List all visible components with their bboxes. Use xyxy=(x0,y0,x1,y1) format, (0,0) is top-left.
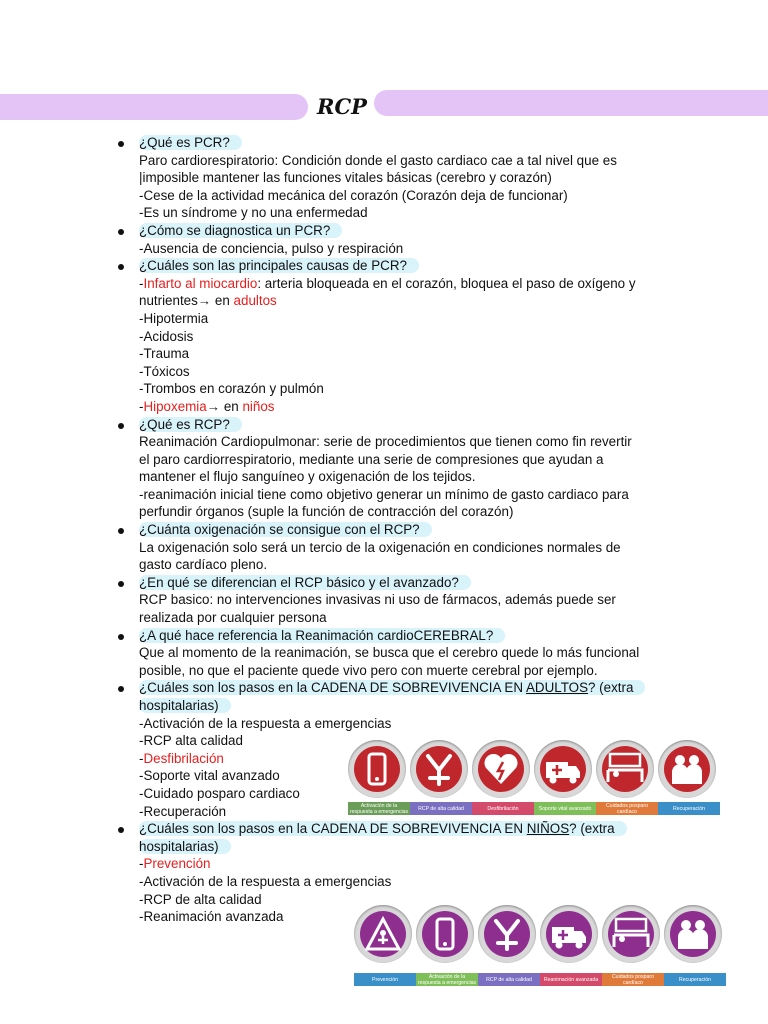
text-span: ¿Cuáles son los pasos en la CADENA DE SOBREVIVENCIA EN xyxy=(139,680,526,696)
question-highlight: hospitalarias) xyxy=(139,698,231,713)
heart-defibrillator-step-circle xyxy=(472,740,530,798)
text-span: -Recuperación xyxy=(139,803,227,819)
question-highlight: ¿En qué se diferencian el RCP básico y el avanzado? xyxy=(139,575,471,590)
bullet-icon xyxy=(118,686,124,692)
text-span: - xyxy=(139,398,144,414)
body-line xyxy=(139,451,678,469)
header-banner-right xyxy=(374,90,768,116)
body-line xyxy=(139,275,678,293)
text-span: mantener el flujo sanguíneo y oxigenación de los tejidos. xyxy=(139,469,476,485)
bullet-icon xyxy=(118,141,124,147)
text-span: Paro cardiorespiratorio: Condición donde el gasto cardiaco cae a tal nivel que es xyxy=(139,152,617,168)
text-span: gasto cardíaco pleno. xyxy=(139,557,268,573)
body-line xyxy=(139,644,678,662)
text-span: -Reanimación avanzada xyxy=(139,909,284,925)
ambulance-step-circle xyxy=(540,905,598,963)
highlighted-term: Hipoxemia xyxy=(143,398,207,414)
list-item xyxy=(118,416,678,522)
text-span: realizada por cualquier persona xyxy=(139,610,327,626)
text-span: -Ausencia de conciencia, pulso y respiración xyxy=(139,240,404,256)
child-survival-chain xyxy=(354,903,722,989)
chain-label-bar xyxy=(348,802,720,815)
text-span: el paro cardiorrespiratorio, mediante una serie de compresiones que ayudan a xyxy=(139,451,604,467)
family-step-circle xyxy=(664,905,722,963)
list-item xyxy=(118,574,678,627)
hands-cpr-step-circle xyxy=(410,740,468,798)
bullet-icon xyxy=(118,264,124,270)
body-line xyxy=(139,169,678,187)
question-highlight: ¿Cómo se diagnostica un PCR? xyxy=(139,223,342,238)
chain-step-label: Reanimación avanzada xyxy=(540,973,602,986)
chain-step-label: RCP de alta calidad xyxy=(478,973,540,986)
bullet-icon xyxy=(118,423,124,429)
phone-icon xyxy=(356,748,398,790)
question-highlight: hospitalarias) xyxy=(139,839,231,854)
text-span: -Activación de la respuesta a emergencias xyxy=(139,873,392,889)
text-span: -Soporte vital avanzado xyxy=(139,768,280,784)
question xyxy=(139,820,678,855)
family-step-circle xyxy=(658,740,716,798)
underlined-term: ADULTOS xyxy=(526,680,589,696)
phone-step-circle xyxy=(348,740,406,798)
bullet-icon xyxy=(118,581,124,587)
text-span: -RCP de alta calidad xyxy=(139,891,262,907)
body-line xyxy=(139,152,678,170)
bullet-icon xyxy=(118,827,124,833)
list-item xyxy=(118,257,678,415)
body-line xyxy=(139,240,678,258)
hands-cpr-step-circle xyxy=(478,905,536,963)
text-span: - xyxy=(139,750,144,766)
text-span: -Cuidado posparo cardiaco xyxy=(139,785,300,801)
highlighted-term: adultos xyxy=(233,293,277,309)
question xyxy=(139,416,678,434)
family-icon xyxy=(666,748,708,790)
question-highlight: ¿A qué hace referencia la Reanimación cardioCEREBRAL? xyxy=(139,628,505,643)
bullet-icon xyxy=(118,634,124,640)
text-span: Que al momento de la reanimación, se busca que el cerebro quede lo más funcional xyxy=(139,645,640,661)
text-span: posible, no que el paciente quede vivo pero con muerte cerebral por ejemplo. xyxy=(139,662,598,678)
text-span: perfundir órganos (suple la función de contracción del corazón) xyxy=(139,504,514,520)
question xyxy=(139,257,678,275)
adult-survival-chain xyxy=(348,738,722,824)
body-line xyxy=(139,662,678,680)
body-line xyxy=(139,873,678,891)
header-banner-left xyxy=(0,94,308,120)
question-highlight: ¿Cuáles son las principales causas de PCR? xyxy=(139,258,419,273)
chain-step-label: Prevención xyxy=(354,973,416,986)
hospital-bed-icon xyxy=(604,748,646,790)
bullet-icon xyxy=(118,229,124,235)
chain-step-label: Recuperación xyxy=(664,973,726,986)
body-line xyxy=(139,310,678,328)
highlighted-term: Prevención xyxy=(143,856,211,872)
question xyxy=(139,134,678,152)
text-span: -Tóxicos xyxy=(139,363,190,379)
text-span: -Activación de la respuesta a emergencias xyxy=(139,715,392,731)
phone-icon xyxy=(424,913,466,955)
text-span: -Es un síndrome y no una enfermedad xyxy=(139,205,368,221)
page-title: RCP xyxy=(317,94,367,119)
chain-step-label: Soporte vital avanzado xyxy=(534,802,596,815)
phone-step-circle xyxy=(416,905,474,963)
text-span: ? (extra xyxy=(588,680,634,696)
ambulance-step-circle xyxy=(534,740,592,798)
body-line xyxy=(139,503,678,521)
hands-cpr-icon xyxy=(486,913,528,955)
body-line xyxy=(139,345,678,363)
list-item xyxy=(118,222,678,257)
highlighted-term: Infarto al miocardio xyxy=(143,275,258,291)
text-span: ¿Cuáles son los pasos en la CADENA DE SOBREVIVENCIA EN xyxy=(139,821,527,837)
chain-step-label: Activación de la respuesta a emergencias xyxy=(417,973,477,986)
heart-defibrillator-icon xyxy=(480,748,522,790)
highlighted-term: Desfibrilación xyxy=(143,750,224,766)
question xyxy=(139,222,678,240)
body-line xyxy=(139,433,678,451)
question xyxy=(139,627,678,645)
chain-step-label: Desfibrilación xyxy=(472,802,534,815)
text-span: -Acidosis xyxy=(139,328,194,344)
question xyxy=(139,521,678,539)
prevention-child-step-circle xyxy=(354,905,412,963)
body-line xyxy=(139,539,678,557)
body-line xyxy=(139,609,678,627)
text-span: Reanimación Cardiopulmonar: serie de procedimientos que tienen como fin revertir xyxy=(139,434,632,450)
body-line xyxy=(139,591,678,609)
text-span: -reanimación inicial tiene como objetivo generar un mínimo de gasto cardiaco para xyxy=(139,486,629,502)
body-line xyxy=(139,204,678,222)
text-span: -Hipotermia xyxy=(139,310,209,326)
bullet-icon xyxy=(118,528,124,534)
text-span: : arteria bloqueada en el corazón, bloquea el paso de oxígeno y xyxy=(257,275,636,291)
body-line xyxy=(139,486,678,504)
text-span: |imposible mantener las funciones vitales básicas (cerebro y corazón) xyxy=(139,170,552,186)
question xyxy=(139,574,678,592)
text-span: → en xyxy=(206,398,243,414)
chain-step-label: Activación de la respuesta a emergencias xyxy=(349,802,409,815)
chain-label-bar xyxy=(354,973,726,986)
family-icon xyxy=(672,913,714,955)
text-span: -RCP alta calidad xyxy=(139,733,243,749)
question-highlight: ¿Cuánta oxigenación se consigue con el RCP? xyxy=(139,522,432,537)
hands-cpr-icon xyxy=(418,748,460,790)
prevention-child-icon xyxy=(362,913,404,955)
question-highlight: ¿Qué es PCR? xyxy=(139,135,242,150)
text-span: -Trauma xyxy=(139,346,190,362)
body-line xyxy=(139,380,678,398)
underlined-term: NIÑOS xyxy=(526,821,570,837)
body-line xyxy=(139,187,678,205)
text-span: nutrientes→ en xyxy=(139,293,234,309)
question-highlight: ¿Qué es RCP? xyxy=(139,417,242,432)
body-line xyxy=(139,363,678,381)
list-item xyxy=(118,627,678,680)
highlighted-term: niños xyxy=(242,398,275,414)
question xyxy=(139,679,678,714)
chain-step-label: Recuperación xyxy=(658,802,720,815)
body-line xyxy=(139,292,678,310)
hospital-bed-step-circle xyxy=(602,905,660,963)
text-span: ? (extra xyxy=(569,821,615,837)
question-highlight xyxy=(139,680,645,695)
body-line xyxy=(139,715,678,733)
text-span: -Cese de la actividad mecánica del corazón (Corazón deja de funcionar) xyxy=(139,187,568,203)
list-item xyxy=(118,521,678,574)
ambulance-icon xyxy=(542,748,584,790)
hospital-bed-step-circle xyxy=(596,740,654,798)
text-span: - xyxy=(139,275,144,291)
body-line xyxy=(139,556,678,574)
text-span: -Trombos en corazón y pulmón xyxy=(139,381,324,397)
text-span: La oxigenación solo será un tercio de la oxigenación en condiciones normales de xyxy=(139,539,621,555)
body-line xyxy=(139,398,678,416)
chain-step-label: Cuidados posparo cardíaco xyxy=(602,973,664,986)
body-line xyxy=(139,468,678,486)
body-line xyxy=(139,328,678,346)
chain-step-label: RCP de alta calidad xyxy=(410,802,472,815)
body-line xyxy=(139,855,678,873)
hospital-bed-icon xyxy=(610,913,652,955)
chain-step-label: Cuidados posparo cardíaco xyxy=(596,802,658,815)
ambulance-icon xyxy=(548,913,590,955)
text-span: RCP basico: no intervenciones invasivas ni uso de fármacos, además puede ser xyxy=(139,592,616,608)
text-span: - xyxy=(139,856,144,872)
list-item xyxy=(118,134,678,222)
